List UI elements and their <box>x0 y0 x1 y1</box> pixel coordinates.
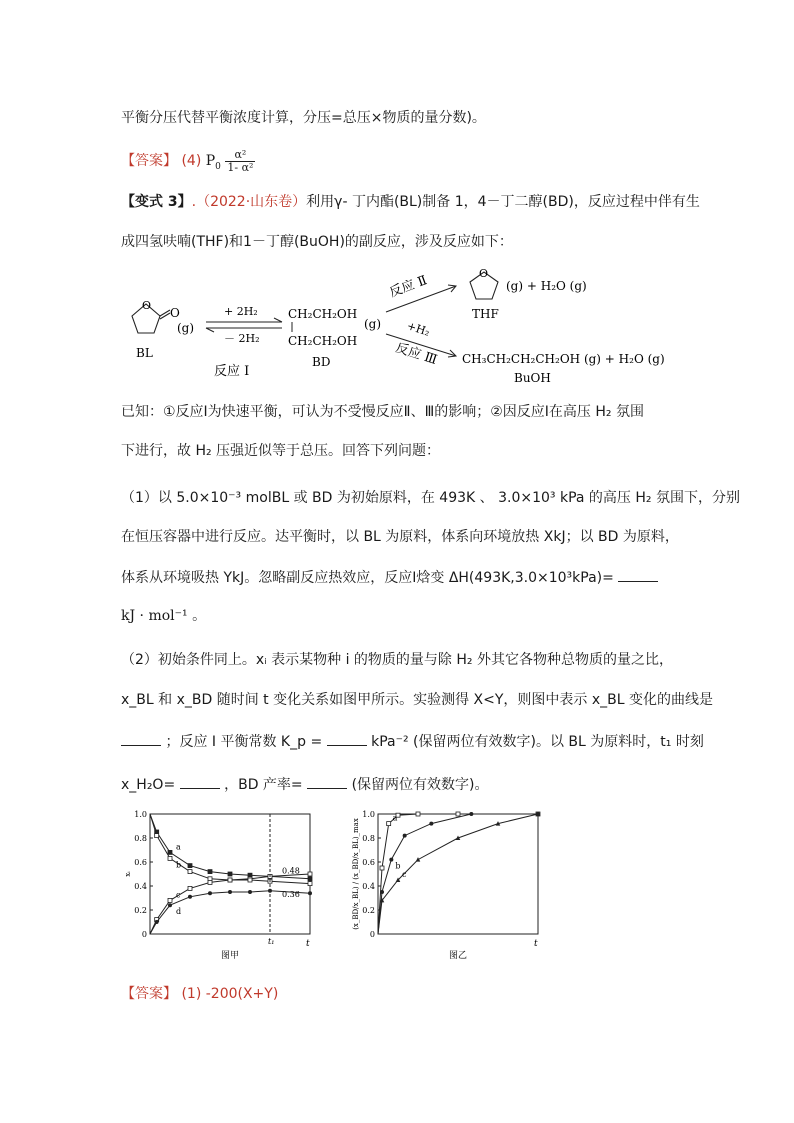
expr-prefix: P <box>205 153 216 169</box>
forward-condition: + 2H₂ <box>224 305 258 318</box>
data-point <box>188 886 192 890</box>
q1-line-3 <box>121 567 658 588</box>
data-point <box>228 872 232 876</box>
q2-blank-curve[interactable] <box>121 731 161 746</box>
y-tick-label: 0.8 <box>362 834 375 843</box>
q1-blank[interactable] <box>618 567 658 582</box>
chart-figure-a <box>118 802 328 962</box>
y-axis-label: (x_BD/x_BL) / (x_BD/x_BL)_max <box>352 818 360 930</box>
data-point <box>308 872 312 876</box>
answer2-tag: 【答案】 <box>121 986 177 1002</box>
problem-source: .（2022·山东卷） <box>191 194 307 210</box>
equilibrium-arrows <box>206 318 282 332</box>
y-tick-label: 0.6 <box>362 858 375 867</box>
q1-text-4: kJ · mol⁻¹ 。 <box>121 608 207 624</box>
data-point <box>208 891 212 895</box>
series-label-b: b <box>176 860 182 870</box>
data-point <box>228 890 232 894</box>
problem-text-1: 利用γ- 丁内酯(BL)制备 1，4－丁二醇(BD)，反应过程中伴有生 <box>306 194 700 210</box>
q1-line-2 <box>121 527 679 547</box>
problem-line-1 <box>121 192 700 212</box>
answer-1-line <box>121 984 278 1004</box>
answer2-text: (1) -200(X+Y) <box>181 986 279 1002</box>
q2-blank-xh2o[interactable] <box>180 774 220 789</box>
q1-text-1: （1）以 5.0×10⁻³ molBL 或 BD 为初始原料，在 493K 、 3.0×10³ kPa 的高压 H₂ 氛围下，分别 <box>121 490 740 506</box>
bd-top: CH₂CH₂OH <box>288 307 358 321</box>
reverse-condition: － 2H₂ <box>224 332 260 345</box>
q1-line-4 <box>121 606 206 626</box>
bl-label: BL <box>136 346 153 360</box>
data-point <box>380 866 384 870</box>
expr-sub: 0 <box>215 161 221 172</box>
q2-text-3a: ；反应 Ⅰ 平衡常数 K_p = <box>165 734 323 750</box>
series-label-c: c <box>402 870 407 879</box>
annotation-label: 0.48 <box>282 866 300 876</box>
data-point <box>208 870 212 874</box>
q1-line-1 <box>121 488 740 508</box>
chart-figure-b <box>346 802 556 962</box>
y-tick-label: 0.2 <box>134 906 147 915</box>
reaction-3-label: 反应 Ⅲ <box>393 340 439 369</box>
q2-text-4a: x_H₂O= <box>121 777 176 793</box>
data-point <box>429 822 433 826</box>
data-point <box>248 878 252 882</box>
q2-line-1 <box>121 650 673 670</box>
problem-tag: 【变式 3】 <box>121 194 192 210</box>
data-point <box>308 882 312 886</box>
known-text-2: 下进行，故 H₂ 压强近似等于总压。回答下列问题： <box>121 443 441 459</box>
y-tick-label: 0.6 <box>134 858 147 867</box>
data-point <box>456 812 460 816</box>
answer-expr <box>205 147 256 174</box>
q2-text-1: （2）初始条件同上。xᵢ 表示某物种 i 的物质的量与除 H₂ 外其它各物种总物质的量之比， <box>121 652 673 668</box>
q2-text-4b: ，BD 产率= <box>224 777 303 793</box>
bl-phase: (g) <box>177 321 195 335</box>
known-line-2 <box>121 441 440 461</box>
data-point <box>469 812 473 816</box>
data-point <box>228 878 232 882</box>
x-axis-label: t <box>534 939 538 949</box>
thf-rhs: (g) + H₂O (g) <box>506 279 587 293</box>
data-point <box>416 812 420 816</box>
q2-text-4c: (保留两位有效数字)。 <box>351 777 489 793</box>
data-point <box>188 870 192 874</box>
bd-bottom: CH₂CH₂OH <box>288 334 358 348</box>
y-tick-label: 1.0 <box>134 810 147 819</box>
answer-4 <box>121 146 255 182</box>
intro-text <box>121 108 486 128</box>
q2-blank-yield[interactable] <box>307 774 347 789</box>
bd-phase: (g) <box>364 317 382 331</box>
data-point <box>168 898 172 902</box>
fraction-numerator: α² <box>225 149 255 162</box>
data-point <box>248 890 252 894</box>
intro-text-content: 平衡分压代替平衡浓度计算，分压=总压×物质的量分数)。 <box>121 110 486 126</box>
thf-o: O <box>479 267 489 280</box>
q1-text-3: 体系从环境吸热 YkJ。忽略副反应热效应，反应Ⅰ焓变 ΔH(493K,3.0×10³kPa)= <box>121 570 614 586</box>
reaction-2-label: 反应 Ⅱ <box>387 273 430 301</box>
answer-fraction <box>225 149 255 174</box>
x-tick-label: t₁ <box>268 937 275 946</box>
series-line-c <box>150 880 310 934</box>
data-point <box>416 857 421 862</box>
y-tick-label: 0.2 <box>362 906 375 915</box>
q2-text-3b: kPa⁻² (保留两位有效数字)。以 BL 为原料时，t₁ 时刻 <box>371 734 704 750</box>
known-line-1 <box>121 402 644 422</box>
series-label-b: b <box>395 861 401 871</box>
data-point <box>208 880 212 884</box>
data-point <box>380 890 384 894</box>
chart-title: 图乙 <box>448 951 468 961</box>
data-point <box>403 834 407 838</box>
q1-text-2: 在恒压容器中进行反应。达平衡时，以 BL 为原料，体系向环境放热 XkJ；以 BD 为原料， <box>121 529 679 545</box>
y-tick-label: 1.0 <box>362 810 375 819</box>
data-point <box>188 895 192 899</box>
bl-o-carbonyl: O <box>170 306 180 320</box>
y-tick-label: 0.8 <box>134 834 147 843</box>
data-point <box>155 834 159 838</box>
q2-blank-kp[interactable] <box>327 731 367 746</box>
buoh-label: BuOH <box>514 371 551 385</box>
y-tick-label: 0 <box>369 930 375 939</box>
data-point <box>308 891 312 895</box>
bl-o-ring: O <box>142 299 152 312</box>
answer-tag: 【答案】 <box>121 153 177 169</box>
problem-text-2: 成四氢呋喃(THF)和1－丁醇(BuOH)的副反应，涉及反应如下： <box>121 234 513 250</box>
known-text-1: 已知：①反应Ⅰ为快速平衡，可认为不受慢反应Ⅱ、Ⅲ的影响；②因反应Ⅰ在高压 H₂ 氛围 <box>121 404 644 420</box>
y-tick-label: 0.4 <box>134 882 147 891</box>
fraction-denominator: 1- α² <box>227 160 254 174</box>
q2-text-2: x_BL 和 x_BD 随时间 t 变化关系如图甲所示。实验测得 X<Y，则图中表示 x_BL 变化的曲线是 <box>121 692 714 708</box>
data-point <box>168 856 172 860</box>
buoh-equation: CH₃CH₂CH₂CH₂OH (g) + H₂O (g) <box>462 352 665 366</box>
problem-line-2 <box>121 232 513 252</box>
thf-label: THF <box>472 307 499 321</box>
series-label-a: a <box>392 813 398 823</box>
x-axis-label: t <box>306 939 310 949</box>
data-point <box>155 920 159 924</box>
reaction-scheme <box>110 260 690 390</box>
data-point <box>387 822 391 826</box>
answer-part: (4) <box>181 153 202 169</box>
q2-line-4 <box>121 774 489 795</box>
data-point <box>168 903 172 907</box>
annotation-label: 0.36 <box>282 889 300 899</box>
q2-line-3 <box>121 731 704 752</box>
data-point <box>168 850 172 854</box>
reaction-3-h2: +H₂ <box>405 319 432 339</box>
q2-line-2 <box>121 690 713 710</box>
data-point <box>308 877 312 881</box>
data-point <box>389 858 393 862</box>
series-label-a: a <box>176 842 181 852</box>
data-point <box>188 864 192 868</box>
series-label-d: d <box>176 907 182 917</box>
series-label-c: c <box>176 890 181 900</box>
bd-label: BD <box>312 355 331 369</box>
y-axis-label: xᵢ <box>124 871 132 877</box>
y-tick-label: 0 <box>141 930 147 939</box>
y-tick-label: 0.4 <box>362 882 375 891</box>
chart-title: 图甲 <box>220 951 240 961</box>
reaction-1-label: 反应 Ⅰ <box>214 364 250 379</box>
